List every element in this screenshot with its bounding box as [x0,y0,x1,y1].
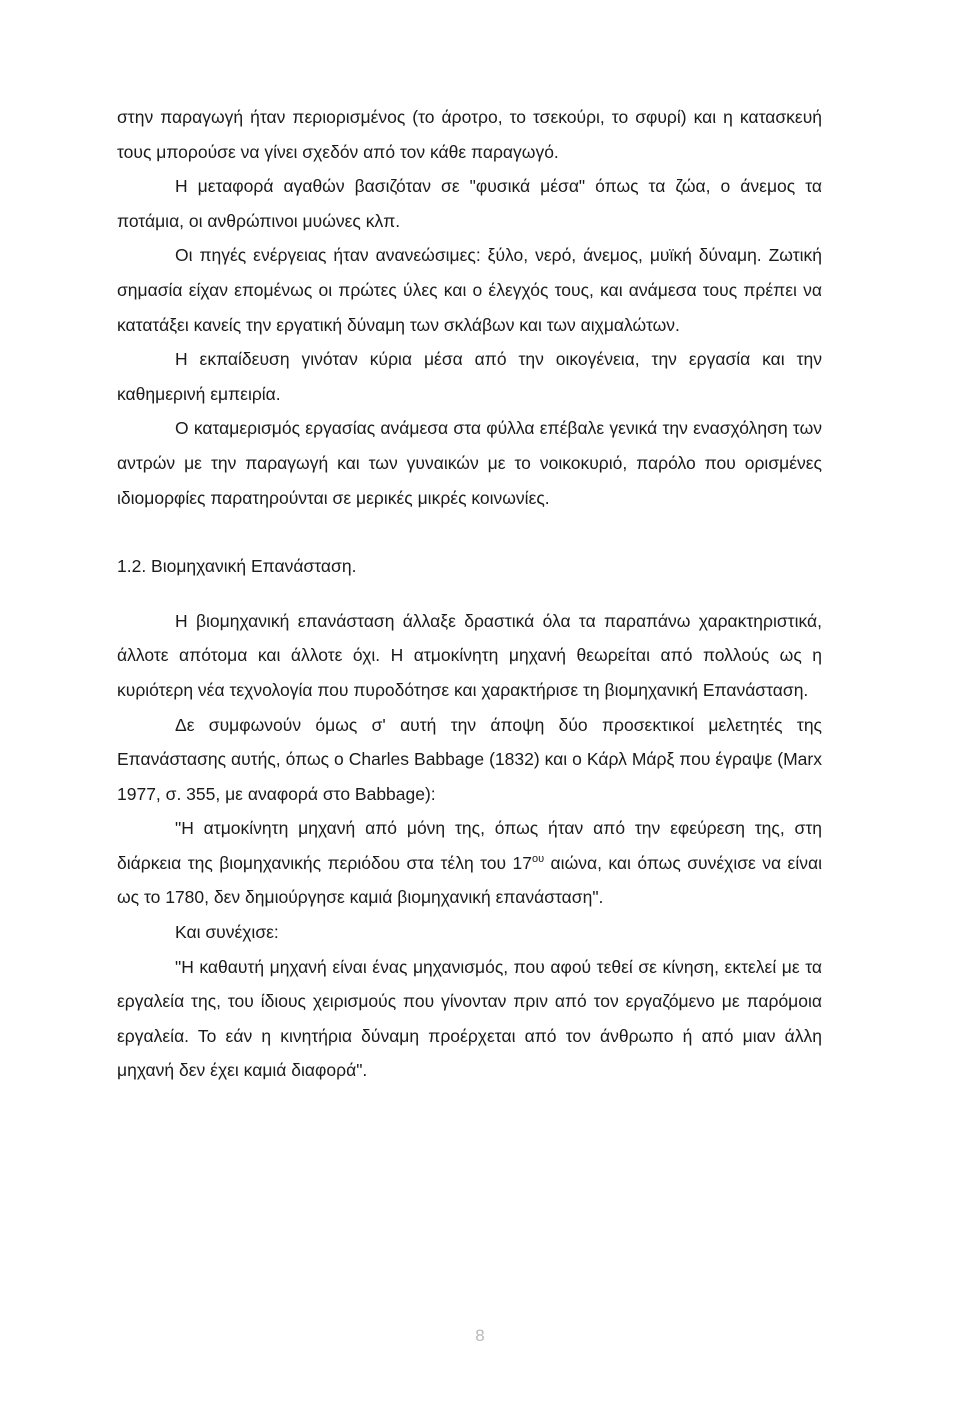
paragraph: Και συνέχισε: [175,922,279,943]
quote-paragraph: "Η καθαυτή μηχανή είναι ένας μηχανισμός, που αφού τεθεί σε κίνηση, εκτελεί με τα εργαλεία της, του ίδιους χειρισμούς που γίνονταν πριν από τον εργαζόμενο με παρόμοια εργαλεία. Το εάν η κινητήρια δύναμη προέρχεται από τον άνθρωπο ή από μιαν άλλη μηχανή δεν έχει καμιά διαφορά". [117,956,822,1081]
section-heading: 1.2. Βιομηχανική Επανάσταση. [117,556,357,577]
quote-text: "Η ατμοκίνητη μηχανή από μόνη της, όπως ήταν από την εφεύρεση της, στη διάρκεια της βιομηχανικής περιόδου στα τέλη του 17 [117,818,822,873]
paragraph: Η μεταφορά αγαθών βασιζόταν σε "φυσικά μέσα" όπως τα ζώα, ο άνεμος τα ποτάμια, οι ανθρώπινοι μυώνες κλπ. [117,176,822,231]
superscript: ου [531,852,545,865]
page-number: 8 [475,1326,485,1345]
quote-paragraph [117,811,822,915]
paragraph: στην παραγωγή ήταν περιορισμένος (το άροτρο, το τσεκούρι, το σφυρί) και η κατασκευή τους μπορούσε να γίνει σχεδόν από τον κάθε παραγωγό. [117,107,822,162]
quote-text: αιώνα, και όπως συνέχισε να είναι ως το 1780, δεν δημιούργησε καμιά βιομηχανική επανάσταση". [117,852,822,908]
paragraph: Οι πηγές ενέργειας ήταν ανανεώσιμες: ξύλο, νερό, άνεμος, μυϊκή δύναμη. Ζωτική σημασία είχαν επομένως οι πρώτες ύλες και ο έλεγχός τους, και ανάμεσα τους πρέπει να κατατάξει κανείς την εργατική δύναμη των σκλάβων και των αιχμαλώτων. [117,245,822,335]
paragraph: Δε συμφωνούν όμως σ' αυτή την άποψη δύο προσεκτικοί μελετητές της Επανάστασης αυτής, όπως ο Charles Babbage (1832) και ο Κάρλ Μάρξ που έγραψε (Marx 1977, σ. 355, με αναφορά στο Babbage): [117,714,822,804]
document-body [117,100,822,1088]
paragraph: Ο καταμερισμός εργασίας ανάμεσα στα φύλλα επέβαλε γενικά την ενασχόληση των αντρών με την παραγωγή και των γυναικών με το νοικοκυριό, παρόλο που ορισμένες ιδιομορφίες παρατηρούνται σε μερικές μικρές κοινωνίες. [117,418,822,508]
paragraph: Η εκπαίδευση γινόταν κύρια μέσα από την οικογένεια, την εργασία και την καθημερινή εμπειρία. [117,349,822,404]
paragraph: Η βιομηχανική επανάσταση άλλαξε δραστικά όλα τα παραπάνω χαρακτηριστικά, άλλοτε απότομα και άλλοτε όχι. Η ατμοκίνητη μηχανή θεωρείται από πολλούς ως η κυριότερη νέα τεχνολογία που πυροδότησε και χαρακτήρισε τη βιομηχανική Επανάσταση. [117,610,822,700]
